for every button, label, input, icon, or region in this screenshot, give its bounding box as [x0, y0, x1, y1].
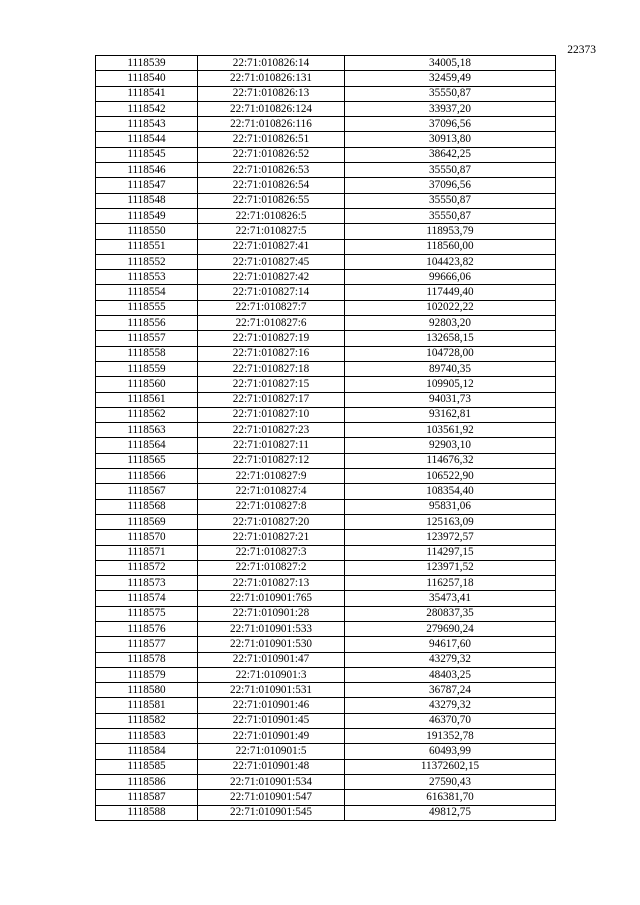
table-row — [96, 621, 556, 636]
table-row — [96, 208, 556, 223]
record-number-cell: 1118565 — [96, 453, 198, 468]
cadastral-number-cell: 22:71:010826:131 — [198, 71, 345, 86]
record-number-cell: 1118571 — [96, 545, 198, 560]
value-cell: 114297,15 — [345, 545, 556, 560]
table-row — [96, 285, 556, 300]
cadastral-number-cell: 22:71:010827:42 — [198, 270, 345, 285]
table-row — [96, 591, 556, 606]
record-number-cell: 1118581 — [96, 698, 198, 713]
cadastral-number-cell: 22:71:010827:23 — [198, 423, 345, 438]
record-number-cell: 1118542 — [96, 101, 198, 116]
table-row — [96, 101, 556, 116]
cadastral-number-cell: 22:71:010827:3 — [198, 545, 345, 560]
table-body — [96, 56, 556, 821]
record-number-cell: 1118558 — [96, 346, 198, 361]
table-row — [96, 132, 556, 147]
record-number-cell: 1118567 — [96, 484, 198, 499]
value-cell: 123971,52 — [345, 560, 556, 575]
cadastral-number-cell: 22:71:010827:6 — [198, 316, 345, 331]
value-cell: 43279,32 — [345, 698, 556, 713]
record-number-cell: 1118546 — [96, 163, 198, 178]
value-cell: 280837,35 — [345, 606, 556, 621]
cadastral-number-cell: 22:71:010827:18 — [198, 361, 345, 376]
record-number-cell: 1118555 — [96, 300, 198, 315]
value-cell: 95831,06 — [345, 499, 556, 514]
value-cell: 38642,25 — [345, 147, 556, 162]
record-number-cell: 1118585 — [96, 759, 198, 774]
value-cell: 11372602,15 — [345, 759, 556, 774]
record-number-cell: 1118586 — [96, 774, 198, 789]
record-number-cell: 1118543 — [96, 117, 198, 132]
record-number-cell: 1118573 — [96, 576, 198, 591]
value-cell: 48403,25 — [345, 667, 556, 682]
record-number-cell: 1118575 — [96, 606, 198, 621]
table-row — [96, 729, 556, 744]
value-cell: 34005,18 — [345, 56, 556, 71]
table-row — [96, 744, 556, 759]
table-row — [96, 377, 556, 392]
table-row — [96, 56, 556, 71]
record-number-cell: 1118562 — [96, 407, 198, 422]
record-number-cell: 1118552 — [96, 254, 198, 269]
record-number-cell: 1118568 — [96, 499, 198, 514]
page-number: 22373 — [567, 44, 596, 56]
table-row — [96, 224, 556, 239]
record-number-cell: 1118570 — [96, 530, 198, 545]
value-cell: 30913,80 — [345, 132, 556, 147]
record-number-cell: 1118561 — [96, 392, 198, 407]
record-number-cell: 1118577 — [96, 637, 198, 652]
table-row — [96, 300, 556, 315]
cadastral-number-cell: 22:71:010901:534 — [198, 774, 345, 789]
cadastral-number-cell: 22:71:010827:5 — [198, 224, 345, 239]
table-row — [96, 469, 556, 484]
value-cell: 108354,40 — [345, 484, 556, 499]
record-number-cell: 1118563 — [96, 423, 198, 438]
table-row — [96, 361, 556, 376]
record-number-cell: 1118572 — [96, 560, 198, 575]
value-cell: 49812,75 — [345, 805, 556, 820]
record-number-cell: 1118548 — [96, 193, 198, 208]
table-row — [96, 316, 556, 331]
value-cell: 118560,00 — [345, 239, 556, 254]
data-table — [95, 55, 556, 821]
cadastral-number-cell: 22:71:010826:124 — [198, 101, 345, 116]
cadastral-number-cell: 22:71:010826:52 — [198, 147, 345, 162]
value-cell: 109905,12 — [345, 377, 556, 392]
cadastral-number-cell: 22:71:010827:11 — [198, 438, 345, 453]
cadastral-number-cell: 22:71:010901:547 — [198, 790, 345, 805]
value-cell: 191352,78 — [345, 729, 556, 744]
table-row — [96, 774, 556, 789]
table-row — [96, 530, 556, 545]
cadastral-number-cell: 22:71:010827:21 — [198, 530, 345, 545]
table-row — [96, 438, 556, 453]
cadastral-number-cell: 22:71:010827:45 — [198, 254, 345, 269]
record-number-cell: 1118587 — [96, 790, 198, 805]
cadastral-number-cell: 22:71:010901:5 — [198, 744, 345, 759]
value-cell: 60493,99 — [345, 744, 556, 759]
record-number-cell: 1118579 — [96, 667, 198, 682]
value-cell: 35550,87 — [345, 86, 556, 101]
value-cell: 92803,20 — [345, 316, 556, 331]
table-row — [96, 499, 556, 514]
record-number-cell: 1118539 — [96, 56, 198, 71]
record-number-cell: 1118584 — [96, 744, 198, 759]
cadastral-number-cell: 22:71:010827:12 — [198, 453, 345, 468]
record-number-cell: 1118580 — [96, 683, 198, 698]
record-number-cell: 1118588 — [96, 805, 198, 820]
record-number-cell: 1118547 — [96, 178, 198, 193]
value-cell: 104423,82 — [345, 254, 556, 269]
cadastral-number-cell: 22:71:010827:4 — [198, 484, 345, 499]
table-row — [96, 713, 556, 728]
value-cell: 33937,20 — [345, 101, 556, 116]
table-row — [96, 86, 556, 101]
record-number-cell: 1118583 — [96, 729, 198, 744]
record-number-cell: 1118557 — [96, 331, 198, 346]
table-row — [96, 484, 556, 499]
value-cell: 94617,60 — [345, 637, 556, 652]
table-row — [96, 698, 556, 713]
value-cell: 92903,10 — [345, 438, 556, 453]
value-cell: 32459,49 — [345, 71, 556, 86]
value-cell: 37096,56 — [345, 178, 556, 193]
value-cell: 125163,09 — [345, 514, 556, 529]
record-number-cell: 1118574 — [96, 591, 198, 606]
table-row — [96, 270, 556, 285]
value-cell: 117449,40 — [345, 285, 556, 300]
value-cell: 114676,32 — [345, 453, 556, 468]
table-row — [96, 545, 556, 560]
value-cell: 35550,87 — [345, 193, 556, 208]
cadastral-number-cell: 22:71:010826:5 — [198, 208, 345, 223]
cadastral-number-cell: 22:71:010826:55 — [198, 193, 345, 208]
value-cell: 616381,70 — [345, 790, 556, 805]
table-row — [96, 407, 556, 422]
cadastral-number-cell: 22:71:010901:48 — [198, 759, 345, 774]
record-number-cell: 1118560 — [96, 377, 198, 392]
value-cell: 35550,87 — [345, 163, 556, 178]
value-cell: 35473,41 — [345, 591, 556, 606]
cadastral-number-cell: 22:71:010827:41 — [198, 239, 345, 254]
value-cell: 35550,87 — [345, 208, 556, 223]
cadastral-number-cell: 22:71:010827:17 — [198, 392, 345, 407]
table-row — [96, 606, 556, 621]
record-number-cell: 1118541 — [96, 86, 198, 101]
record-number-cell: 1118566 — [96, 469, 198, 484]
cadastral-number-cell: 22:71:010901:545 — [198, 805, 345, 820]
table-row — [96, 805, 556, 820]
cadastral-number-cell: 22:71:010901:531 — [198, 683, 345, 698]
record-number-cell: 1118554 — [96, 285, 198, 300]
table-row — [96, 560, 556, 575]
table-row — [96, 346, 556, 361]
cadastral-number-cell: 22:71:010826:13 — [198, 86, 345, 101]
value-cell: 27590,43 — [345, 774, 556, 789]
record-number-cell: 1118550 — [96, 224, 198, 239]
value-cell: 37096,56 — [345, 117, 556, 132]
cadastral-number-cell: 22:71:010901:533 — [198, 621, 345, 636]
cadastral-number-cell: 22:71:010827:20 — [198, 514, 345, 529]
value-cell: 102022,22 — [345, 300, 556, 315]
record-number-cell: 1118578 — [96, 652, 198, 667]
cadastral-number-cell: 22:71:010826:14 — [198, 56, 345, 71]
table-row — [96, 667, 556, 682]
table-row — [96, 193, 556, 208]
value-cell: 118953,79 — [345, 224, 556, 239]
record-number-cell: 1118569 — [96, 514, 198, 529]
cadastral-number-cell: 22:71:010901:49 — [198, 729, 345, 744]
cadastral-number-cell: 22:71:010901:530 — [198, 637, 345, 652]
value-cell: 93162,81 — [345, 407, 556, 422]
table-row — [96, 392, 556, 407]
value-cell: 123972,57 — [345, 530, 556, 545]
value-cell: 116257,18 — [345, 576, 556, 591]
record-number-cell: 1118564 — [96, 438, 198, 453]
table-row — [96, 423, 556, 438]
record-number-cell: 1118556 — [96, 316, 198, 331]
record-number-cell: 1118549 — [96, 208, 198, 223]
cadastral-number-cell: 22:71:010827:19 — [198, 331, 345, 346]
cadastral-number-cell: 22:71:010827:9 — [198, 469, 345, 484]
table-row — [96, 453, 556, 468]
cadastral-number-cell: 22:71:010901:47 — [198, 652, 345, 667]
cadastral-number-cell: 22:71:010901:45 — [198, 713, 345, 728]
value-cell: 46370,70 — [345, 713, 556, 728]
cadastral-number-cell: 22:71:010901:765 — [198, 591, 345, 606]
table-row — [96, 759, 556, 774]
table-row — [96, 117, 556, 132]
cadastral-number-cell: 22:71:010827:10 — [198, 407, 345, 422]
table-row — [96, 514, 556, 529]
table-row — [96, 683, 556, 698]
cadastral-number-cell: 22:71:010827:2 — [198, 560, 345, 575]
cadastral-number-cell: 22:71:010826:116 — [198, 117, 345, 132]
table-row — [96, 71, 556, 86]
value-cell: 94031,73 — [345, 392, 556, 407]
cadastral-number-cell: 22:71:010826:53 — [198, 163, 345, 178]
table-row — [96, 147, 556, 162]
cadastral-number-cell: 22:71:010827:13 — [198, 576, 345, 591]
value-cell: 104728,00 — [345, 346, 556, 361]
cadastral-number-cell: 22:71:010827:16 — [198, 346, 345, 361]
record-number-cell: 1118576 — [96, 621, 198, 636]
table-row — [96, 331, 556, 346]
table-row — [96, 254, 556, 269]
value-cell: 106522,90 — [345, 469, 556, 484]
record-number-cell: 1118551 — [96, 239, 198, 254]
value-cell: 36787,24 — [345, 683, 556, 698]
table-row — [96, 790, 556, 805]
value-cell: 103561,92 — [345, 423, 556, 438]
value-cell: 43279,32 — [345, 652, 556, 667]
table-row — [96, 163, 556, 178]
record-number-cell: 1118540 — [96, 71, 198, 86]
table-row — [96, 652, 556, 667]
value-cell: 132658,15 — [345, 331, 556, 346]
cadastral-number-cell: 22:71:010827:14 — [198, 285, 345, 300]
table-row — [96, 637, 556, 652]
cadastral-number-cell: 22:71:010827:7 — [198, 300, 345, 315]
cadastral-number-cell: 22:71:010901:3 — [198, 667, 345, 682]
value-cell: 89740,35 — [345, 361, 556, 376]
record-number-cell: 1118553 — [96, 270, 198, 285]
record-number-cell: 1118545 — [96, 147, 198, 162]
cadastral-number-cell: 22:71:010826:51 — [198, 132, 345, 147]
cadastral-number-cell: 22:71:010827:8 — [198, 499, 345, 514]
cadastral-number-cell: 22:71:010901:28 — [198, 606, 345, 621]
record-number-cell: 1118559 — [96, 361, 198, 376]
record-number-cell: 1118544 — [96, 132, 198, 147]
record-number-cell: 1118582 — [96, 713, 198, 728]
value-cell: 99666,06 — [345, 270, 556, 285]
table-row — [96, 239, 556, 254]
cadastral-number-cell: 22:71:010826:54 — [198, 178, 345, 193]
table-row — [96, 178, 556, 193]
table-row — [96, 576, 556, 591]
cadastral-number-cell: 22:71:010827:15 — [198, 377, 345, 392]
cadastral-number-cell: 22:71:010901:46 — [198, 698, 345, 713]
value-cell: 279690,24 — [345, 621, 556, 636]
